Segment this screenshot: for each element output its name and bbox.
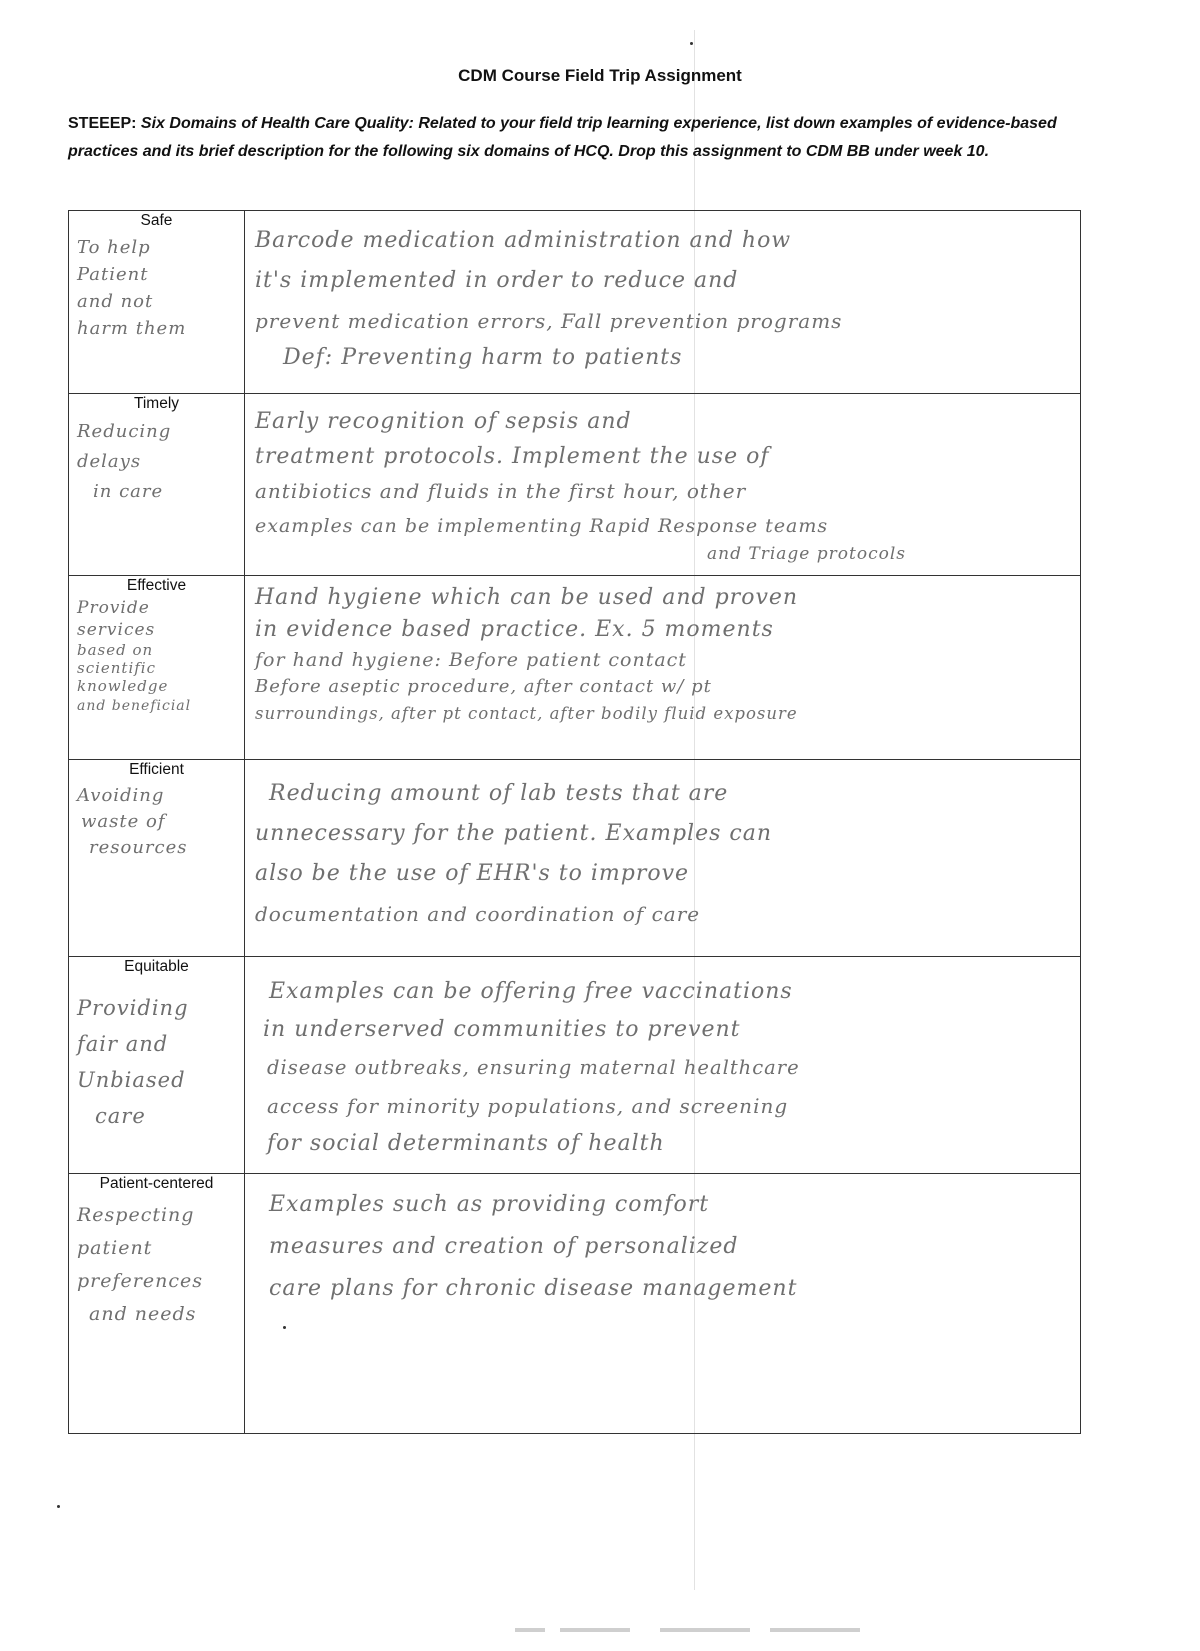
scan-artifact [515, 1628, 545, 1632]
example-line: Barcode medication administration and how [255, 228, 792, 253]
example-line: Hand hygiene which can be used and proven [255, 585, 799, 610]
domain-row-effective [69, 576, 1081, 760]
domain-row-timely [69, 394, 1081, 576]
example-line: prevent medication errors, Fall prevention programs [255, 309, 843, 333]
domain-cell [69, 1174, 245, 1434]
domain-row-efficient [69, 760, 1081, 957]
definition-line: resources [89, 837, 188, 858]
definition-line: services [77, 620, 156, 640]
domain-cell [69, 394, 245, 576]
examples-text [245, 957, 1080, 1163]
examples-text [245, 1174, 1080, 1310]
example-line: measures and creation of personalized [269, 1234, 739, 1259]
example-line: examples can be implementing Rapid Response teams [255, 515, 829, 537]
examples-cell [245, 760, 1081, 957]
domain-row-patient-centered [69, 1174, 1081, 1434]
example-line: disease outbreaks, ensuring maternal healthcare [267, 1056, 800, 1079]
examples-cell [245, 1174, 1081, 1434]
example-line: access for minority populations, and screening [267, 1094, 789, 1118]
example-line: antibiotics and fluids in the first hour, other [255, 479, 747, 503]
domain-name: Effective [126, 577, 187, 594]
definition-line: Patient [77, 264, 149, 285]
example-line: for social determinants of health [267, 1131, 665, 1156]
examples-cell [245, 957, 1081, 1174]
domain-definition [69, 413, 244, 507]
definition-line: Unbiased [77, 1068, 186, 1092]
page-title: CDM Course Field Trip Assignment [458, 66, 742, 85]
example-line: Examples such as providing comfort [269, 1192, 710, 1217]
example-line: unnecessary for the patient. Examples can [255, 821, 772, 846]
example-line: Reducing amount of lab tests that are [269, 781, 729, 806]
examples-text [245, 760, 1080, 934]
domain-name: Safe [140, 212, 173, 229]
instructions-body: Six Domains of Health Care Quality: Related to your field trip learning experience, list down examples of evidence-based practices and its brief description for the following six domains of HCQ. Drop this assignment to CDM BB under week 10. [68, 115, 1057, 160]
definition-line: and needs [89, 1303, 197, 1325]
domain-row-safe [69, 211, 1081, 394]
scan-artifact [770, 1628, 860, 1632]
scan-artifact [560, 1628, 630, 1632]
example-line: Def: Preventing harm to patients [283, 345, 683, 370]
examples-text [245, 211, 1080, 375]
example-line: treatment protocols. Implement the use of [255, 444, 770, 469]
domain-name: Equitable [124, 958, 189, 975]
definition-line: Avoiding [77, 785, 165, 806]
domain-name: Patient-centered [99, 1175, 214, 1192]
example-line: surroundings, after pt contact, after bodily fluid exposure [255, 704, 798, 723]
assignment-instructions [68, 110, 1128, 166]
scan-speck [690, 42, 693, 45]
scan-artifact [660, 1628, 750, 1632]
definition-line: harm them [77, 318, 187, 339]
scan-speck [57, 1505, 60, 1508]
example-line: Early recognition of sepsis and [255, 409, 632, 434]
domain-definition [69, 976, 244, 1134]
pen-dot [283, 1326, 286, 1329]
example-line: also be the use of EHR's to improve [255, 861, 690, 886]
definition-line: fair and [77, 1032, 169, 1056]
domain-cell [69, 576, 245, 760]
domain-definition [69, 1193, 244, 1331]
example-line: care plans for chronic disease management [269, 1276, 798, 1301]
example-line: for hand hygiene: Before patient contact [255, 649, 687, 671]
example-line: documentation and coordination of care [255, 902, 701, 926]
domain-definition [69, 230, 244, 342]
definition-line: patient [77, 1237, 153, 1259]
domain-definition [69, 595, 244, 717]
example-line: Examples can be offering free vaccinations [269, 979, 793, 1004]
example-line: and Triage protocols [707, 544, 906, 564]
domain-name: Timely [133, 395, 180, 412]
definition-line: preferences [77, 1270, 203, 1292]
domain-cell [69, 957, 245, 1174]
definition-line: delays [77, 451, 142, 472]
definition-line: knowledge [77, 677, 169, 695]
domain-cell [69, 211, 245, 394]
definition-line: based on [77, 641, 154, 659]
definition-line: and not [77, 291, 154, 312]
definition-line: waste of [81, 811, 166, 832]
examples-text [245, 576, 1080, 728]
examples-cell [245, 394, 1081, 576]
definition-line: in care [93, 481, 164, 502]
definition-line: scientific [77, 659, 157, 677]
definition-line: Respecting [77, 1204, 195, 1226]
definition-line: care [95, 1104, 146, 1128]
domain-name: Efficient [129, 761, 184, 778]
definition-line: Providing [77, 996, 189, 1020]
domain-row-equitable [69, 957, 1081, 1174]
definition-line: and beneficial [77, 698, 192, 714]
definition-line: Provide [77, 598, 150, 618]
examples-cell [245, 211, 1081, 394]
example-line: in underserved communities to prevent [263, 1017, 741, 1042]
instructions-lead: STEEEP: [68, 115, 137, 132]
domain-definition [69, 779, 244, 861]
definition-line: Reducing [77, 421, 172, 442]
definition-line: To help [77, 237, 151, 258]
domain-cell [69, 760, 245, 957]
example-line: Before aseptic procedure, after contact w/ pt [255, 676, 712, 697]
examples-cell [245, 576, 1081, 760]
quality-domains-table [68, 210, 1081, 1434]
examples-text [245, 394, 1080, 564]
example-line: it's implemented in order to reduce and [255, 268, 739, 293]
example-line: in evidence based practice. Ex. 5 moments [255, 617, 774, 642]
